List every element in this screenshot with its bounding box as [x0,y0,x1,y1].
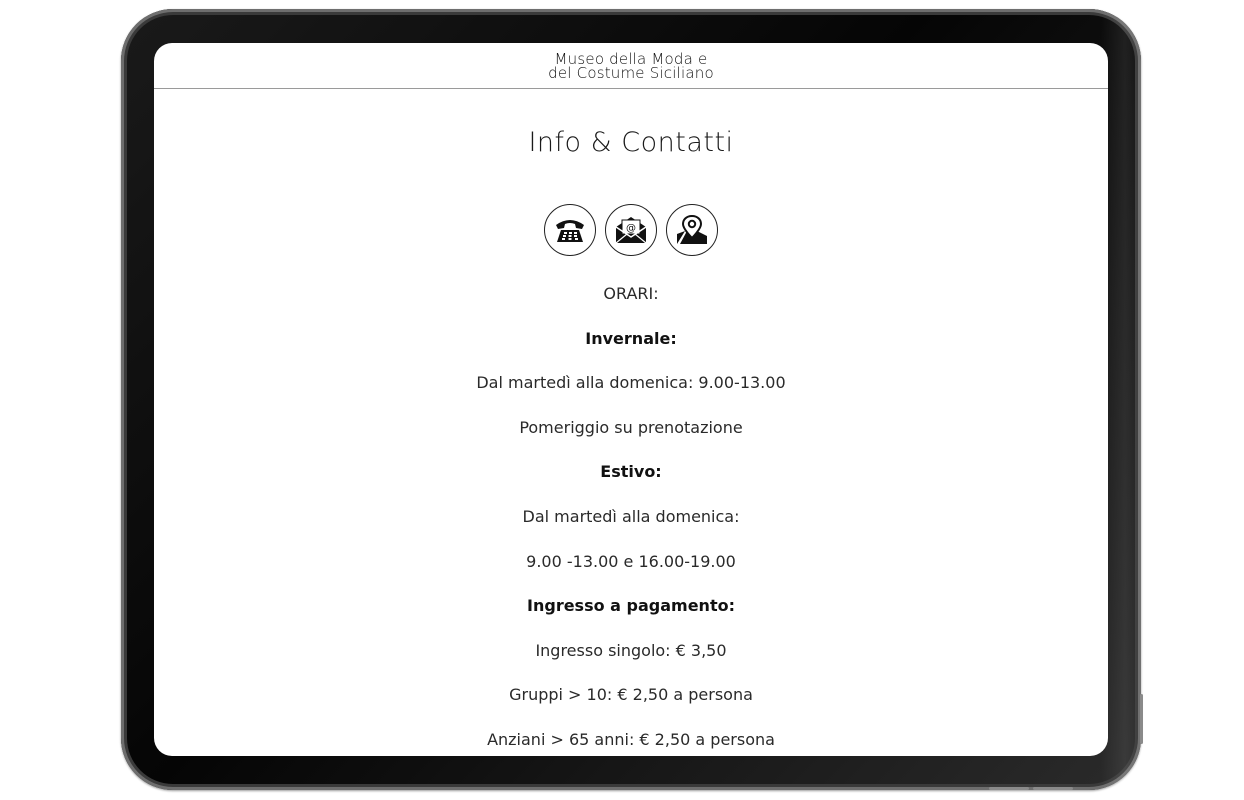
contact-icons [154,204,1108,256]
hours-heading: ORARI: [603,284,659,303]
ticket-groups: Gruppi > 10: € 2,50 a persona [509,685,753,705]
map-pin-icon [675,214,709,246]
email-icon [614,215,648,245]
ticket-single: Ingresso singolo: € 3,50 [535,640,727,660]
summer-hours: 9.00 -13.00 e 16.00-19.00 [526,551,736,571]
map-link[interactable] [666,204,718,256]
logo-line: Museo della Moda e [554,49,708,68]
tablet-volume-button [989,787,1029,790]
ticket-label: Ingresso a pagamento: [527,596,735,616]
tablet-volume-button [1033,787,1073,790]
svg-text:@: @ [626,223,636,234]
winter-note: Pomeriggio su prenotazione [519,417,743,437]
phone-link[interactable] [544,204,596,256]
winter-label: Invernale: [585,328,677,348]
phone-icon [553,216,587,244]
ticket-seniors: Anziani > 65 anni: € 2,50 a persona [487,729,775,749]
logo-line: del Costume Siciliano [548,63,714,82]
summer-days: Dal martedì alla domenica: [522,506,740,526]
page-title: Info & Contatti [528,127,734,158]
email-link[interactable] [605,204,657,256]
winter-hours: Dal martedì alla domenica: 9.00-13.00 [476,373,786,393]
tablet-side-button [1140,694,1143,744]
site-header [154,43,1108,89]
summer-label: Estivo: [600,462,662,482]
site-logo[interactable] [548,49,714,82]
tablet-screen [154,43,1108,756]
opening-hours-info [154,284,1108,756]
